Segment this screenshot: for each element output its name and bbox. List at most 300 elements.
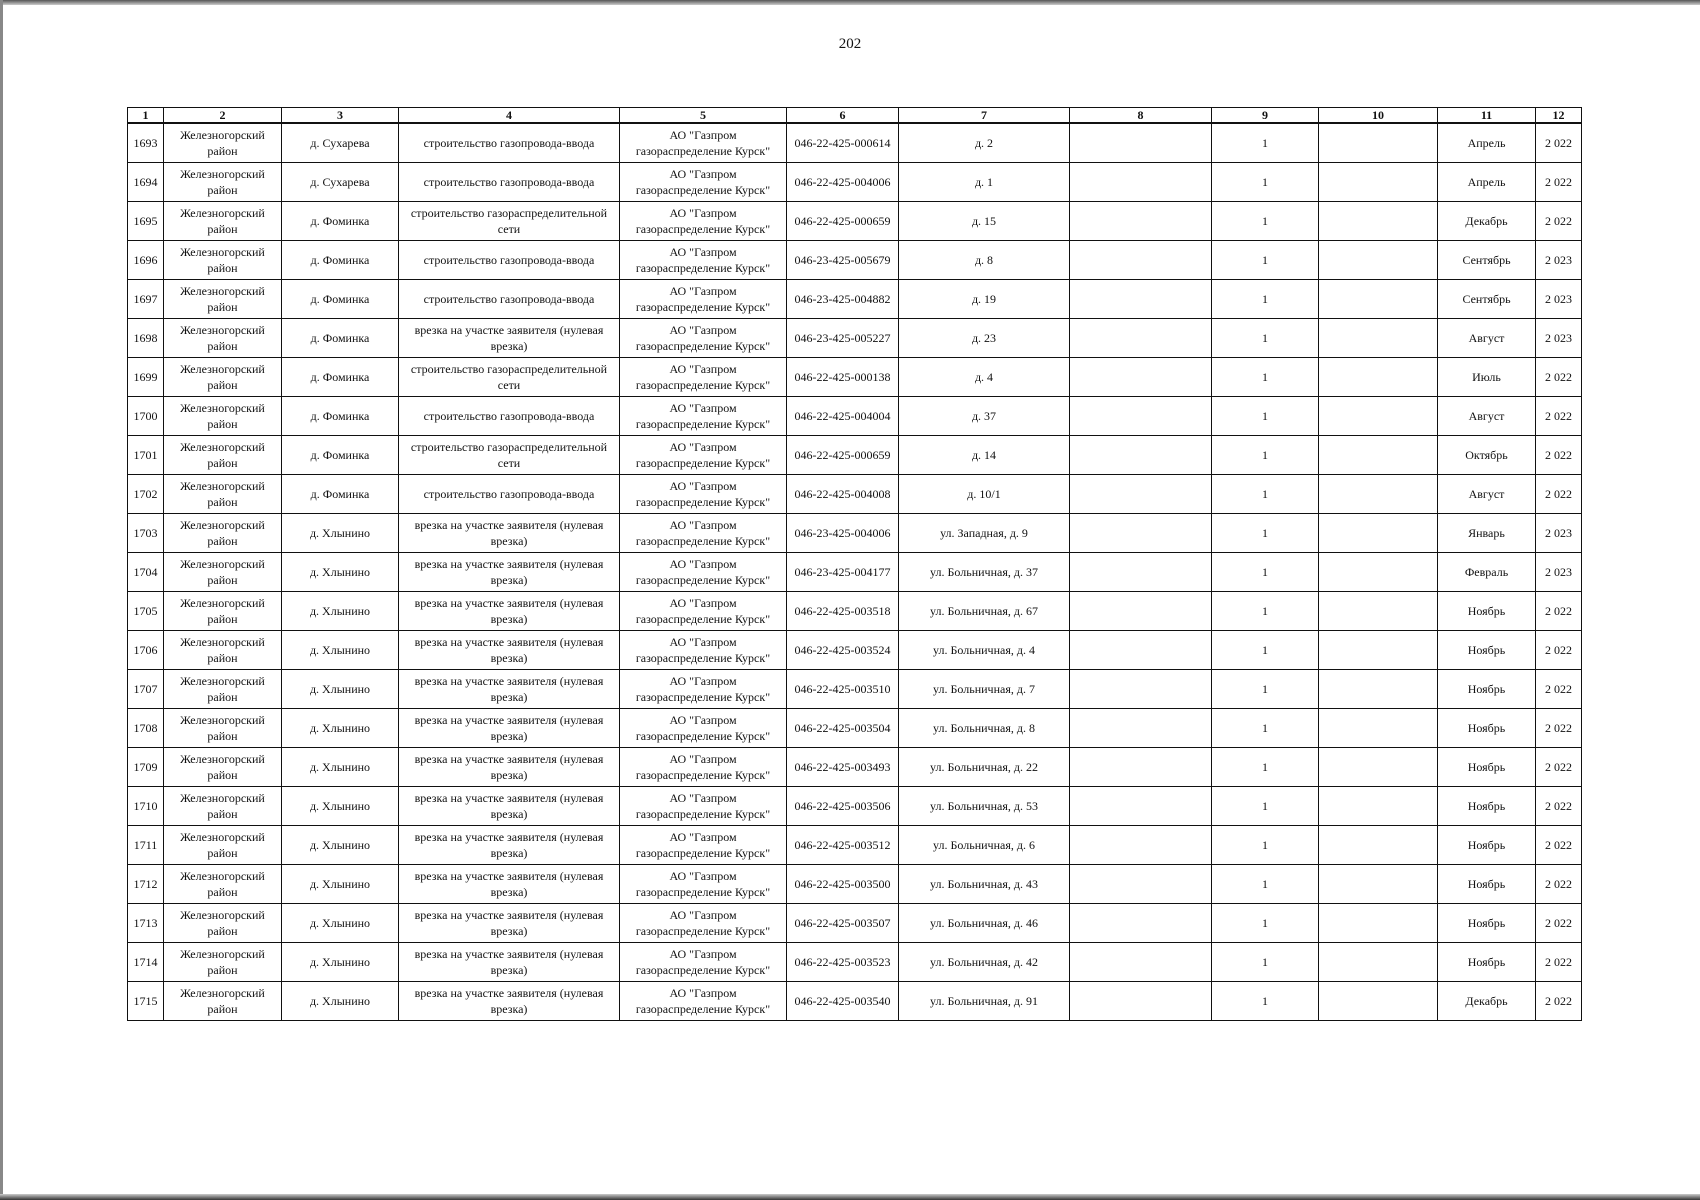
column-8-cell bbox=[1070, 826, 1212, 865]
row-number: 1694 bbox=[128, 163, 164, 202]
column-10-cell bbox=[1319, 865, 1438, 904]
quantity-cell: 1 bbox=[1212, 982, 1319, 1021]
column-header: 2 bbox=[164, 108, 282, 124]
quantity-cell: 1 bbox=[1212, 904, 1319, 943]
month-cell: Август bbox=[1438, 397, 1536, 436]
month-cell: Апрель bbox=[1438, 123, 1536, 163]
district-cell: Железногорский район bbox=[164, 319, 282, 358]
district-cell: Железногорский район bbox=[164, 709, 282, 748]
column-8-cell bbox=[1070, 904, 1212, 943]
quantity-cell: 1 bbox=[1212, 241, 1319, 280]
year-cell: 2 022 bbox=[1536, 202, 1582, 241]
row-number: 1708 bbox=[128, 709, 164, 748]
row-number: 1695 bbox=[128, 202, 164, 241]
column-8-cell bbox=[1070, 280, 1212, 319]
locality-cell: д. Фоминка bbox=[282, 358, 399, 397]
quantity-cell: 1 bbox=[1212, 631, 1319, 670]
address-cell: д. 23 bbox=[899, 319, 1070, 358]
column-8-cell bbox=[1070, 397, 1212, 436]
address-cell: ул. Больничная, д. 53 bbox=[899, 787, 1070, 826]
district-cell: Железногорский район bbox=[164, 397, 282, 436]
row-number: 1703 bbox=[128, 514, 164, 553]
table-row bbox=[128, 592, 1582, 631]
work-type-cell: врезка на участке заявителя (нулевая врезка) bbox=[399, 943, 620, 982]
locality-cell: д. Хлынино bbox=[282, 748, 399, 787]
locality-cell: д. Фоминка bbox=[282, 397, 399, 436]
quantity-cell: 1 bbox=[1212, 592, 1319, 631]
month-cell: Ноябрь bbox=[1438, 826, 1536, 865]
year-cell: 2 022 bbox=[1536, 865, 1582, 904]
work-type-cell: врезка на участке заявителя (нулевая врезка) bbox=[399, 826, 620, 865]
address-cell: д. 14 bbox=[899, 436, 1070, 475]
work-type-cell: строительство газопровода-ввода bbox=[399, 280, 620, 319]
locality-cell: д. Хлынино bbox=[282, 982, 399, 1021]
locality-cell: д. Фоминка bbox=[282, 436, 399, 475]
row-number: 1714 bbox=[128, 943, 164, 982]
quantity-cell: 1 bbox=[1212, 709, 1319, 748]
year-cell: 2 022 bbox=[1536, 826, 1582, 865]
column-10-cell bbox=[1319, 553, 1438, 592]
work-type-cell: врезка на участке заявителя (нулевая врезка) bbox=[399, 982, 620, 1021]
month-cell: Январь bbox=[1438, 514, 1536, 553]
quantity-cell: 1 bbox=[1212, 123, 1319, 163]
table-row bbox=[128, 709, 1582, 748]
column-10-cell bbox=[1319, 202, 1438, 241]
work-type-cell: врезка на участке заявителя (нулевая врезка) bbox=[399, 904, 620, 943]
organization-cell: АО "Газпром газораспределение Курск" bbox=[620, 241, 787, 280]
organization-cell: АО "Газпром газораспределение Курск" bbox=[620, 163, 787, 202]
application-code-cell: 046-22-425-003506 bbox=[787, 787, 899, 826]
column-8-cell bbox=[1070, 670, 1212, 709]
row-number: 1699 bbox=[128, 358, 164, 397]
district-cell: Железногорский район bbox=[164, 670, 282, 709]
quantity-cell: 1 bbox=[1212, 397, 1319, 436]
table-row bbox=[128, 826, 1582, 865]
page-number: 202 bbox=[838, 36, 862, 52]
work-type-cell: врезка на участке заявителя (нулевая врезка) bbox=[399, 748, 620, 787]
table-body bbox=[128, 123, 1582, 1021]
month-cell: Ноябрь bbox=[1438, 904, 1536, 943]
address-cell: ул. Больничная, д. 7 bbox=[899, 670, 1070, 709]
locality-cell: д. Фоминка bbox=[282, 202, 399, 241]
column-8-cell bbox=[1070, 553, 1212, 592]
column-10-cell bbox=[1319, 592, 1438, 631]
row-number: 1704 bbox=[128, 553, 164, 592]
row-number: 1705 bbox=[128, 592, 164, 631]
organization-cell: АО "Газпром газораспределение Курск" bbox=[620, 553, 787, 592]
district-cell: Железногорский район bbox=[164, 943, 282, 982]
address-cell: ул. Больничная, д. 6 bbox=[899, 826, 1070, 865]
month-cell: Ноябрь bbox=[1438, 748, 1536, 787]
column-10-cell bbox=[1319, 670, 1438, 709]
table-row bbox=[128, 123, 1582, 163]
column-8-cell bbox=[1070, 319, 1212, 358]
table-row bbox=[128, 514, 1582, 553]
month-cell: Октябрь bbox=[1438, 436, 1536, 475]
work-type-cell: строительство газопровода-ввода bbox=[399, 123, 620, 163]
table-row bbox=[128, 943, 1582, 982]
column-header: 10 bbox=[1319, 108, 1438, 124]
month-cell: Сентябрь bbox=[1438, 241, 1536, 280]
scan-edge-bottom bbox=[0, 1194, 1700, 1200]
column-8-cell bbox=[1070, 631, 1212, 670]
month-cell: Ноябрь bbox=[1438, 592, 1536, 631]
column-header: 5 bbox=[620, 108, 787, 124]
year-cell: 2 022 bbox=[1536, 787, 1582, 826]
locality-cell: д. Хлынино bbox=[282, 514, 399, 553]
column-10-cell bbox=[1319, 319, 1438, 358]
year-cell: 2 022 bbox=[1536, 436, 1582, 475]
district-cell: Железногорский район bbox=[164, 514, 282, 553]
district-cell: Железногорский район bbox=[164, 202, 282, 241]
work-type-cell: врезка на участке заявителя (нулевая врезка) bbox=[399, 865, 620, 904]
column-10-cell bbox=[1319, 787, 1438, 826]
year-cell: 2 022 bbox=[1536, 475, 1582, 514]
locality-cell: д. Хлынино bbox=[282, 553, 399, 592]
application-code-cell: 046-23-425-005679 bbox=[787, 241, 899, 280]
address-cell: д. 37 bbox=[899, 397, 1070, 436]
organization-cell: АО "Газпром газораспределение Курск" bbox=[620, 709, 787, 748]
address-cell: ул. Больничная, д. 67 bbox=[899, 592, 1070, 631]
locality-cell: д. Хлынино bbox=[282, 943, 399, 982]
work-type-cell: строительство газопровода-ввода bbox=[399, 163, 620, 202]
row-number: 1698 bbox=[128, 319, 164, 358]
organization-cell: АО "Газпром газораспределение Курск" bbox=[620, 943, 787, 982]
year-cell: 2 022 bbox=[1536, 123, 1582, 163]
address-cell: д. 19 bbox=[899, 280, 1070, 319]
work-type-cell: врезка на участке заявителя (нулевая врезка) bbox=[399, 319, 620, 358]
organization-cell: АО "Газпром газораспределение Курск" bbox=[620, 475, 787, 514]
quantity-cell: 1 bbox=[1212, 202, 1319, 241]
application-code-cell: 046-22-425-003518 bbox=[787, 592, 899, 631]
district-cell: Железногорский район bbox=[164, 358, 282, 397]
column-8-cell bbox=[1070, 123, 1212, 163]
address-cell: ул. Больничная, д. 42 bbox=[899, 943, 1070, 982]
column-header: 9 bbox=[1212, 108, 1319, 124]
application-code-cell: 046-23-425-004006 bbox=[787, 514, 899, 553]
organization-cell: АО "Газпром газораспределение Курск" bbox=[620, 319, 787, 358]
locality-cell: д. Фоминка bbox=[282, 241, 399, 280]
table-row bbox=[128, 982, 1582, 1021]
table-row bbox=[128, 904, 1582, 943]
column-8-cell bbox=[1070, 241, 1212, 280]
organization-cell: АО "Газпром газораспределение Курск" bbox=[620, 592, 787, 631]
quantity-cell: 1 bbox=[1212, 319, 1319, 358]
column-8-cell bbox=[1070, 436, 1212, 475]
quantity-cell: 1 bbox=[1212, 163, 1319, 202]
application-code-cell: 046-22-425-000659 bbox=[787, 436, 899, 475]
quantity-cell: 1 bbox=[1212, 553, 1319, 592]
month-cell: Ноябрь bbox=[1438, 709, 1536, 748]
month-cell: Ноябрь bbox=[1438, 787, 1536, 826]
table-row bbox=[128, 748, 1582, 787]
table-row bbox=[128, 280, 1582, 319]
application-code-cell: 046-22-425-003500 bbox=[787, 865, 899, 904]
column-8-cell bbox=[1070, 982, 1212, 1021]
address-cell: ул. Больничная, д. 46 bbox=[899, 904, 1070, 943]
organization-cell: АО "Газпром газораспределение Курск" bbox=[620, 280, 787, 319]
address-cell: д. 1 bbox=[899, 163, 1070, 202]
district-cell: Железногорский район bbox=[164, 241, 282, 280]
month-cell: Ноябрь bbox=[1438, 943, 1536, 982]
work-type-cell: строительство газопровода-ввода bbox=[399, 241, 620, 280]
table-row bbox=[128, 358, 1582, 397]
application-code-cell: 046-23-425-004177 bbox=[787, 553, 899, 592]
application-code-cell: 046-22-425-003524 bbox=[787, 631, 899, 670]
district-cell: Железногорский район bbox=[164, 748, 282, 787]
month-cell: Апрель bbox=[1438, 163, 1536, 202]
locality-cell: д. Фоминка bbox=[282, 319, 399, 358]
column-10-cell bbox=[1319, 163, 1438, 202]
work-type-cell: врезка на участке заявителя (нулевая врезка) bbox=[399, 553, 620, 592]
year-cell: 2 022 bbox=[1536, 670, 1582, 709]
organization-cell: АО "Газпром газораспределение Курск" bbox=[620, 436, 787, 475]
month-cell: Декабрь bbox=[1438, 982, 1536, 1021]
district-cell: Железногорский район bbox=[164, 553, 282, 592]
column-10-cell bbox=[1319, 475, 1438, 514]
row-number: 1693 bbox=[128, 123, 164, 163]
organization-cell: АО "Газпром газораспределение Курск" bbox=[620, 670, 787, 709]
locality-cell: д. Фоминка bbox=[282, 280, 399, 319]
column-10-cell bbox=[1319, 280, 1438, 319]
column-10-cell bbox=[1319, 514, 1438, 553]
column-8-cell bbox=[1070, 163, 1212, 202]
quantity-cell: 1 bbox=[1212, 865, 1319, 904]
district-cell: Железногорский район bbox=[164, 904, 282, 943]
work-type-cell: врезка на участке заявителя (нулевая врезка) bbox=[399, 631, 620, 670]
address-cell: д. 10/1 bbox=[899, 475, 1070, 514]
row-number: 1709 bbox=[128, 748, 164, 787]
work-type-cell: врезка на участке заявителя (нулевая врезка) bbox=[399, 514, 620, 553]
column-header: 11 bbox=[1438, 108, 1536, 124]
header-row bbox=[128, 108, 1582, 124]
table-row bbox=[128, 553, 1582, 592]
column-header: 3 bbox=[282, 108, 399, 124]
organization-cell: АО "Газпром газораспределение Курск" bbox=[620, 202, 787, 241]
locality-cell: д. Хлынино bbox=[282, 592, 399, 631]
table-row bbox=[128, 436, 1582, 475]
table-row bbox=[128, 787, 1582, 826]
application-code-cell: 046-22-425-004004 bbox=[787, 397, 899, 436]
month-cell: Ноябрь bbox=[1438, 670, 1536, 709]
year-cell: 2 022 bbox=[1536, 397, 1582, 436]
table-row bbox=[128, 865, 1582, 904]
address-cell: ул. Больничная, д. 22 bbox=[899, 748, 1070, 787]
column-header: 8 bbox=[1070, 108, 1212, 124]
quantity-cell: 1 bbox=[1212, 787, 1319, 826]
year-cell: 2 022 bbox=[1536, 943, 1582, 982]
column-8-cell bbox=[1070, 787, 1212, 826]
column-header: 6 bbox=[787, 108, 899, 124]
work-type-cell: строительство газораспределительной сети bbox=[399, 358, 620, 397]
district-cell: Железногорский район bbox=[164, 475, 282, 514]
column-header: 7 bbox=[899, 108, 1070, 124]
locality-cell: д. Хлынино bbox=[282, 709, 399, 748]
address-cell: ул. Западная, д. 9 bbox=[899, 514, 1070, 553]
column-10-cell bbox=[1319, 904, 1438, 943]
table-row bbox=[128, 631, 1582, 670]
column-10-cell bbox=[1319, 709, 1438, 748]
year-cell: 2 022 bbox=[1536, 358, 1582, 397]
application-code-cell: 046-22-425-004008 bbox=[787, 475, 899, 514]
work-type-cell: врезка на участке заявителя (нулевая врезка) bbox=[399, 670, 620, 709]
gasification-register-table bbox=[127, 107, 1582, 1021]
year-cell: 2 023 bbox=[1536, 553, 1582, 592]
table-row bbox=[128, 475, 1582, 514]
organization-cell: АО "Газпром газораспределение Курск" bbox=[620, 514, 787, 553]
column-10-cell bbox=[1319, 982, 1438, 1021]
organization-cell: АО "Газпром газораспределение Курск" bbox=[620, 826, 787, 865]
table-row bbox=[128, 319, 1582, 358]
table-row bbox=[128, 241, 1582, 280]
quantity-cell: 1 bbox=[1212, 748, 1319, 787]
locality-cell: д. Фоминка bbox=[282, 475, 399, 514]
row-number: 1701 bbox=[128, 436, 164, 475]
scan-edge-left bbox=[0, 0, 3, 1200]
table-row bbox=[128, 163, 1582, 202]
column-8-cell bbox=[1070, 865, 1212, 904]
column-10-cell bbox=[1319, 123, 1438, 163]
year-cell: 2 023 bbox=[1536, 280, 1582, 319]
address-cell: ул. Больничная, д. 4 bbox=[899, 631, 1070, 670]
district-cell: Железногорский район bbox=[164, 280, 282, 319]
district-cell: Железногорский район bbox=[164, 865, 282, 904]
quantity-cell: 1 bbox=[1212, 436, 1319, 475]
work-type-cell: врезка на участке заявителя (нулевая врезка) bbox=[399, 787, 620, 826]
column-header: 12 bbox=[1536, 108, 1582, 124]
organization-cell: АО "Газпром газораспределение Курск" bbox=[620, 787, 787, 826]
month-cell: Ноябрь bbox=[1438, 631, 1536, 670]
column-header: 4 bbox=[399, 108, 620, 124]
application-code-cell: 046-22-425-000138 bbox=[787, 358, 899, 397]
district-cell: Железногорский район bbox=[164, 826, 282, 865]
district-cell: Железногорский район bbox=[164, 436, 282, 475]
column-10-cell bbox=[1319, 748, 1438, 787]
application-code-cell: 046-22-425-000659 bbox=[787, 202, 899, 241]
column-10-cell bbox=[1319, 943, 1438, 982]
address-cell: ул. Больничная, д. 91 bbox=[899, 982, 1070, 1021]
year-cell: 2 022 bbox=[1536, 982, 1582, 1021]
work-type-cell: строительство газораспределительной сети bbox=[399, 202, 620, 241]
table-row bbox=[128, 397, 1582, 436]
column-8-cell bbox=[1070, 709, 1212, 748]
year-cell: 2 022 bbox=[1536, 748, 1582, 787]
application-code-cell: 046-22-425-003493 bbox=[787, 748, 899, 787]
district-cell: Железногорский район bbox=[164, 787, 282, 826]
row-number: 1700 bbox=[128, 397, 164, 436]
column-8-cell bbox=[1070, 202, 1212, 241]
month-cell: Август bbox=[1438, 319, 1536, 358]
row-number: 1713 bbox=[128, 904, 164, 943]
column-8-cell bbox=[1070, 748, 1212, 787]
organization-cell: АО "Газпром газораспределение Курск" bbox=[620, 982, 787, 1021]
month-cell: Август bbox=[1438, 475, 1536, 514]
address-cell: д. 4 bbox=[899, 358, 1070, 397]
row-number: 1697 bbox=[128, 280, 164, 319]
locality-cell: д. Хлынино bbox=[282, 826, 399, 865]
application-code-cell: 046-22-425-003523 bbox=[787, 943, 899, 982]
quantity-cell: 1 bbox=[1212, 358, 1319, 397]
work-type-cell: строительство газораспределительной сети bbox=[399, 436, 620, 475]
row-number: 1702 bbox=[128, 475, 164, 514]
address-cell: д. 2 bbox=[899, 123, 1070, 163]
year-cell: 2 022 bbox=[1536, 709, 1582, 748]
district-cell: Железногорский район bbox=[164, 592, 282, 631]
column-10-cell bbox=[1319, 241, 1438, 280]
column-10-cell bbox=[1319, 826, 1438, 865]
column-8-cell bbox=[1070, 358, 1212, 397]
organization-cell: АО "Газпром газораспределение Курск" bbox=[620, 904, 787, 943]
table-row bbox=[128, 670, 1582, 709]
column-header: 1 bbox=[128, 108, 164, 124]
locality-cell: д. Хлынино bbox=[282, 865, 399, 904]
work-type-cell: врезка на участке заявителя (нулевая врезка) bbox=[399, 592, 620, 631]
month-cell: Февраль bbox=[1438, 553, 1536, 592]
quantity-cell: 1 bbox=[1212, 475, 1319, 514]
application-code-cell: 046-22-425-000614 bbox=[787, 123, 899, 163]
month-cell: Июль bbox=[1438, 358, 1536, 397]
application-code-cell: 046-23-425-004882 bbox=[787, 280, 899, 319]
column-8-cell bbox=[1070, 514, 1212, 553]
organization-cell: АО "Газпром газораспределение Курск" bbox=[620, 358, 787, 397]
month-cell: Декабрь bbox=[1438, 202, 1536, 241]
row-number: 1707 bbox=[128, 670, 164, 709]
column-10-cell bbox=[1319, 436, 1438, 475]
scan-edge-top bbox=[0, 0, 1700, 5]
application-code-cell: 046-22-425-003510 bbox=[787, 670, 899, 709]
year-cell: 2 022 bbox=[1536, 631, 1582, 670]
organization-cell: АО "Газпром газораспределение Курск" bbox=[620, 865, 787, 904]
application-code-cell: 046-22-425-004006 bbox=[787, 163, 899, 202]
address-cell: ул. Больничная, д. 43 bbox=[899, 865, 1070, 904]
year-cell: 2 022 bbox=[1536, 904, 1582, 943]
quantity-cell: 1 bbox=[1212, 826, 1319, 865]
district-cell: Железногорский район bbox=[164, 163, 282, 202]
organization-cell: АО "Газпром газораспределение Курск" bbox=[620, 631, 787, 670]
quantity-cell: 1 bbox=[1212, 514, 1319, 553]
locality-cell: д. Хлынино bbox=[282, 787, 399, 826]
work-type-cell: строительство газопровода-ввода bbox=[399, 397, 620, 436]
work-type-cell: строительство газопровода-ввода bbox=[399, 475, 620, 514]
year-cell: 2 022 bbox=[1536, 163, 1582, 202]
district-cell: Железногорский район bbox=[164, 631, 282, 670]
application-code-cell: 046-22-425-003504 bbox=[787, 709, 899, 748]
address-cell: д. 15 bbox=[899, 202, 1070, 241]
quantity-cell: 1 bbox=[1212, 943, 1319, 982]
year-cell: 2 023 bbox=[1536, 241, 1582, 280]
table-row bbox=[128, 202, 1582, 241]
column-8-cell bbox=[1070, 475, 1212, 514]
quantity-cell: 1 bbox=[1212, 670, 1319, 709]
address-cell: ул. Больничная, д. 37 bbox=[899, 553, 1070, 592]
locality-cell: д. Сухарева bbox=[282, 123, 399, 163]
year-cell: 2 022 bbox=[1536, 592, 1582, 631]
organization-cell: АО "Газпром газораспределение Курск" bbox=[620, 748, 787, 787]
district-cell: Железногорский район bbox=[164, 123, 282, 163]
row-number: 1710 bbox=[128, 787, 164, 826]
column-10-cell bbox=[1319, 358, 1438, 397]
column-10-cell bbox=[1319, 397, 1438, 436]
column-8-cell bbox=[1070, 592, 1212, 631]
row-number: 1711 bbox=[128, 826, 164, 865]
application-code-cell: 046-22-425-003512 bbox=[787, 826, 899, 865]
row-number: 1712 bbox=[128, 865, 164, 904]
locality-cell: д. Хлынино bbox=[282, 670, 399, 709]
district-cell: Железногорский район bbox=[164, 982, 282, 1021]
year-cell: 2 023 bbox=[1536, 514, 1582, 553]
year-cell: 2 023 bbox=[1536, 319, 1582, 358]
column-8-cell bbox=[1070, 943, 1212, 982]
